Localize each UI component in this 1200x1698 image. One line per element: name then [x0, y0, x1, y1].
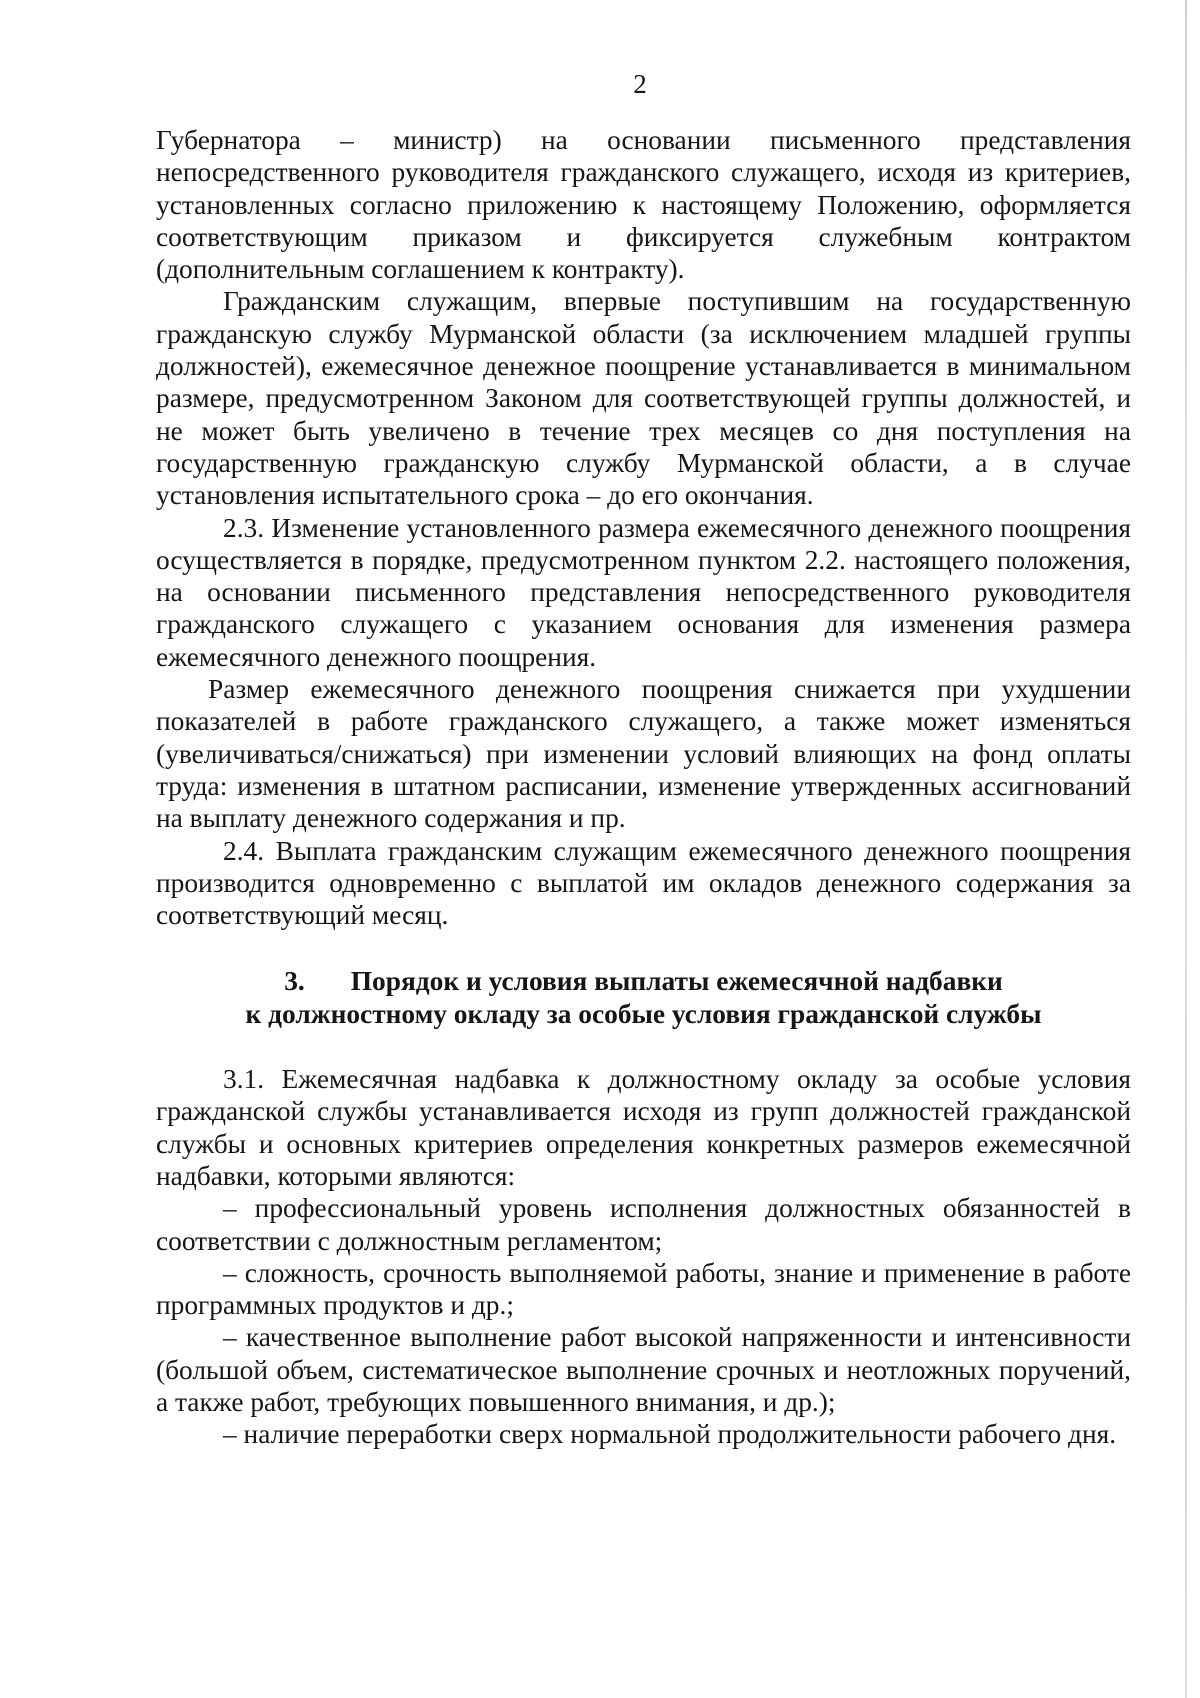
paragraph-2-3: 2.3. Изменение установленного размера ежемесячного денежного поощрения осуществляется в порядке, предусмотренном пунктом 2.2. настоящего положения, на основании письменного представления непосредственного руководителя гражданского служащего с указанием основания для изменения размера ежемесячного денежного поощрения.	[156, 512, 1131, 672]
paragraph-2-4: 2.4. Выплата гражданским служащим ежемесячного денежного поощрения производится одновременно с выплатой им окладов денежного содержания за соответствующий месяц.	[156, 835, 1131, 931]
page-number: 2	[633, 69, 647, 99]
section-3-title-part1: Порядок и условия выплаты ежемесячной надбавки	[350, 966, 1003, 997]
scan-edge-line	[1185, 0, 1187, 1698]
criterion-overtime: – наличие переработки сверх нормальной продолжительности рабочего дня.	[223, 1419, 1117, 1450]
document-body	[156, 124, 1131, 1451]
paragraph-3-1: 3.1. Ежемесячная надбавка к должностному окладу за особые условия гражданской службы устанавливается исходя из групп должностей гражданской службы и основных критериев определения конкретных размеров ежемесячной надбавки, которыми являются:	[156, 1064, 1131, 1191]
criterion-professional-level: – профессиональный уровень исполнения должностных обязанностей в соответствии с должностным регламентом;	[156, 1193, 1131, 1256]
section-3-heading-line1	[156, 965, 1131, 997]
section-3-heading	[156, 965, 1131, 1030]
criterion-quality: – качественное выполнение работ высокой напряженности и интенсивности (большой объем, систематическое выполнение срочных и неотложных поручений, а также работ, требующих повышенного внимания, и др.);	[156, 1322, 1131, 1417]
paragraph-new-employees: Гражданским служащим, впервые поступившим на государственную гражданскую службу Мурманской области (за исключением младшей группы должностей), ежемесячное денежное поощрение устанавливается в минимальном размере, предусмотренном Законом для соответствующей группы должностей, и не может быть увеличено в течение трех месяцев со дня поступления на государственную гражданскую службу Мурманской области, а в случае установления испытательного срока – до его окончания.	[156, 286, 1131, 511]
paragraph-size-change: Размер ежемесячного денежного поощрения снижается при ухудшении показателей в работе гражданского служащего, а также может изменяться (увеличиваться/снижаться) при изменении условий влияющих на фонд оплаты труда: изменения в штатном расписании, изменение утвержденных ассигнований на выплату денежного содержания и пр.	[156, 674, 1131, 834]
section-3-title-part2: к должностному окладу за особые условия гражданской службы	[245, 998, 1042, 1029]
criterion-complexity: – сложность, срочность выполняемой работы, знание и применение в работе программных продуктов и др.;	[156, 1257, 1131, 1321]
section-3-number: 3.	[284, 966, 305, 997]
paragraph-continuation: Губернатора – министр) на основании письменного представления непосредственного руководителя гражданского служащего, исходя из критериев, установленных согласно приложению к настоящему Положению, оформляется соответствующим приказом и фиксируется служебным контрактом (дополнительным соглашением к контракту).	[156, 125, 1131, 285]
